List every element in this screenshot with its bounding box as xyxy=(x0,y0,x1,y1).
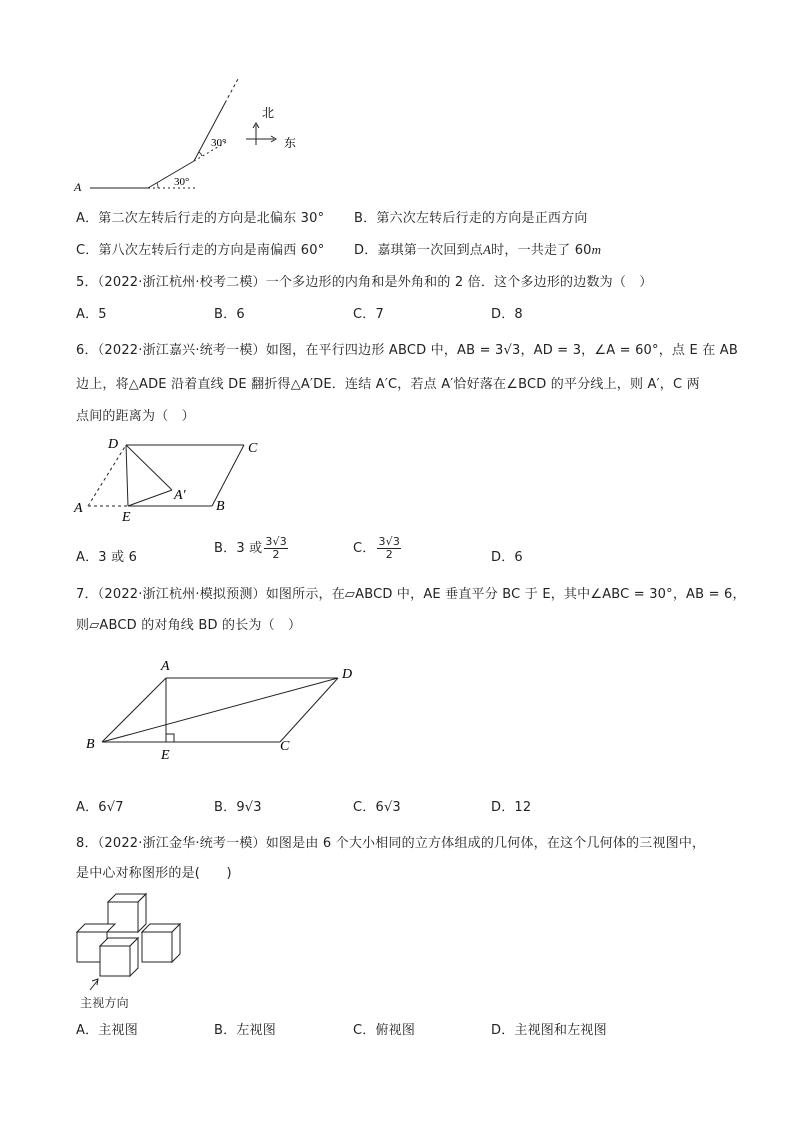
compass-icon xyxy=(246,123,276,145)
q6-stem-line-1: 6．（2022·浙江嘉兴·统考一模）如图，在平行四边形 ABCD 中，AB = 3√3，AD = 3，∠A = 60°，点 E 在 AB xyxy=(76,343,738,358)
q8-option-b: B．左视图 xyxy=(214,1023,276,1038)
q6-stem-line-3: 点间的距离为（ ） xyxy=(76,409,195,424)
q7-option-d: D．12 xyxy=(491,800,532,815)
compass-north-label: 北 xyxy=(262,106,275,120)
q6-fig-label-c: C xyxy=(248,441,258,456)
q6-option-b xyxy=(214,536,288,561)
q8-cubes-figure xyxy=(72,886,192,991)
q6-option-d: D．6 xyxy=(491,550,523,565)
q7-stem-line-1: 7．（2022·浙江杭州·模拟预测）如图所示，在▱ABCD 中，AE 垂直平分 BC 于 E，其中∠ABC = 30°，AB = 6， xyxy=(76,587,746,602)
q5-option-a: A．5 xyxy=(76,307,107,322)
q6-option-c-label: C． xyxy=(353,541,376,556)
q6-option-c xyxy=(353,536,401,561)
q7-option-b: B．9√3 xyxy=(214,800,262,815)
q6-option-c-fraction: $\frac{3√3}{2}$ xyxy=(378,535,401,561)
q6-parallelogram-figure xyxy=(70,432,270,522)
q4-option-c: C．第八次左转后行走的方向是南偏西 60° xyxy=(76,243,325,258)
q5-option-d: D．8 xyxy=(491,307,523,322)
q7-stem-line-2: 则▱ABCD 的对角线 BD 的长为（ ） xyxy=(76,618,302,633)
q6-fig-label-a: A xyxy=(74,501,83,516)
compass-east-label: 东 xyxy=(284,136,297,150)
q6-fig-label-e: E xyxy=(122,510,131,522)
q6-fig-label-a-prime: A′ xyxy=(174,488,186,503)
q8-fig-caption: 主视方向 xyxy=(80,996,129,1010)
q4-fig-label-a: A xyxy=(74,180,82,194)
q7-fig-label-d: D xyxy=(342,667,353,682)
q4-option-d-post: 时，一共走了 60 xyxy=(491,243,592,258)
q4-path-figure xyxy=(70,75,310,195)
q8-stem-line-1: 8．（2022·浙江金华·统考一模）如图是由 6 个大小相同的立方体组成的几何体，在这个几何体的三视图中， xyxy=(76,836,706,851)
q6-option-b-fraction: $\frac{3√3}{2}$ xyxy=(265,535,287,561)
q7-option-a: A．6√7 xyxy=(76,800,124,815)
q7-fig-label-c: C xyxy=(280,739,290,754)
q4-option-d-unit: m xyxy=(591,242,602,257)
q7-parallelogram-figure xyxy=(80,652,370,767)
q5-option-c: C．7 xyxy=(353,307,384,322)
q4-option-b: B．第六次左转后行走的方向是正西方向 xyxy=(354,211,588,226)
q6-fig-label-d: D xyxy=(108,437,119,452)
q4-option-a: A．第二次左转后行走的方向是北偏东 30° xyxy=(76,211,325,226)
q6-fig-label-b: B xyxy=(216,499,225,514)
q8-option-c: C．俯视图 xyxy=(353,1023,416,1038)
q6-option-b-label: B．3 或 xyxy=(214,541,263,556)
q6-stem-line-2: 边上，将△ADE 沿着直线 DE 翻折得△A′DE．连结 A′C，若点 A′恰好落在∠BCD 的平分线上，则 A′，C 两 xyxy=(76,377,700,392)
q7-fig-label-a: A xyxy=(161,659,170,674)
q4-option-d-point: A xyxy=(483,242,492,257)
q7-fig-label-e: E xyxy=(161,748,170,763)
q8-option-a: A．主视图 xyxy=(76,1023,138,1038)
q4-option-d-pre: D．嘉琪第一次回到点 xyxy=(354,243,484,258)
q4-option-d xyxy=(354,239,601,258)
q7-fig-label-b: B xyxy=(86,737,95,752)
q8-option-d: D．主视图和左视图 xyxy=(491,1023,607,1038)
q6-option-a: A．3 或 6 xyxy=(76,550,138,565)
q5-stem: 5．（2022·浙江杭州·校考二模）一个多边形的内角和是外角和的 2 倍．这个多边形的边数为（ ） xyxy=(76,275,653,290)
q4-fig-angle-1: 30° xyxy=(174,176,190,188)
q4-fig-angle-2: 30° xyxy=(211,137,227,149)
q8-stem-line-2: 是中心对称图形的是( ) xyxy=(76,866,232,881)
q5-option-b: B．6 xyxy=(214,307,245,322)
q7-option-c: C．6√3 xyxy=(353,800,401,815)
